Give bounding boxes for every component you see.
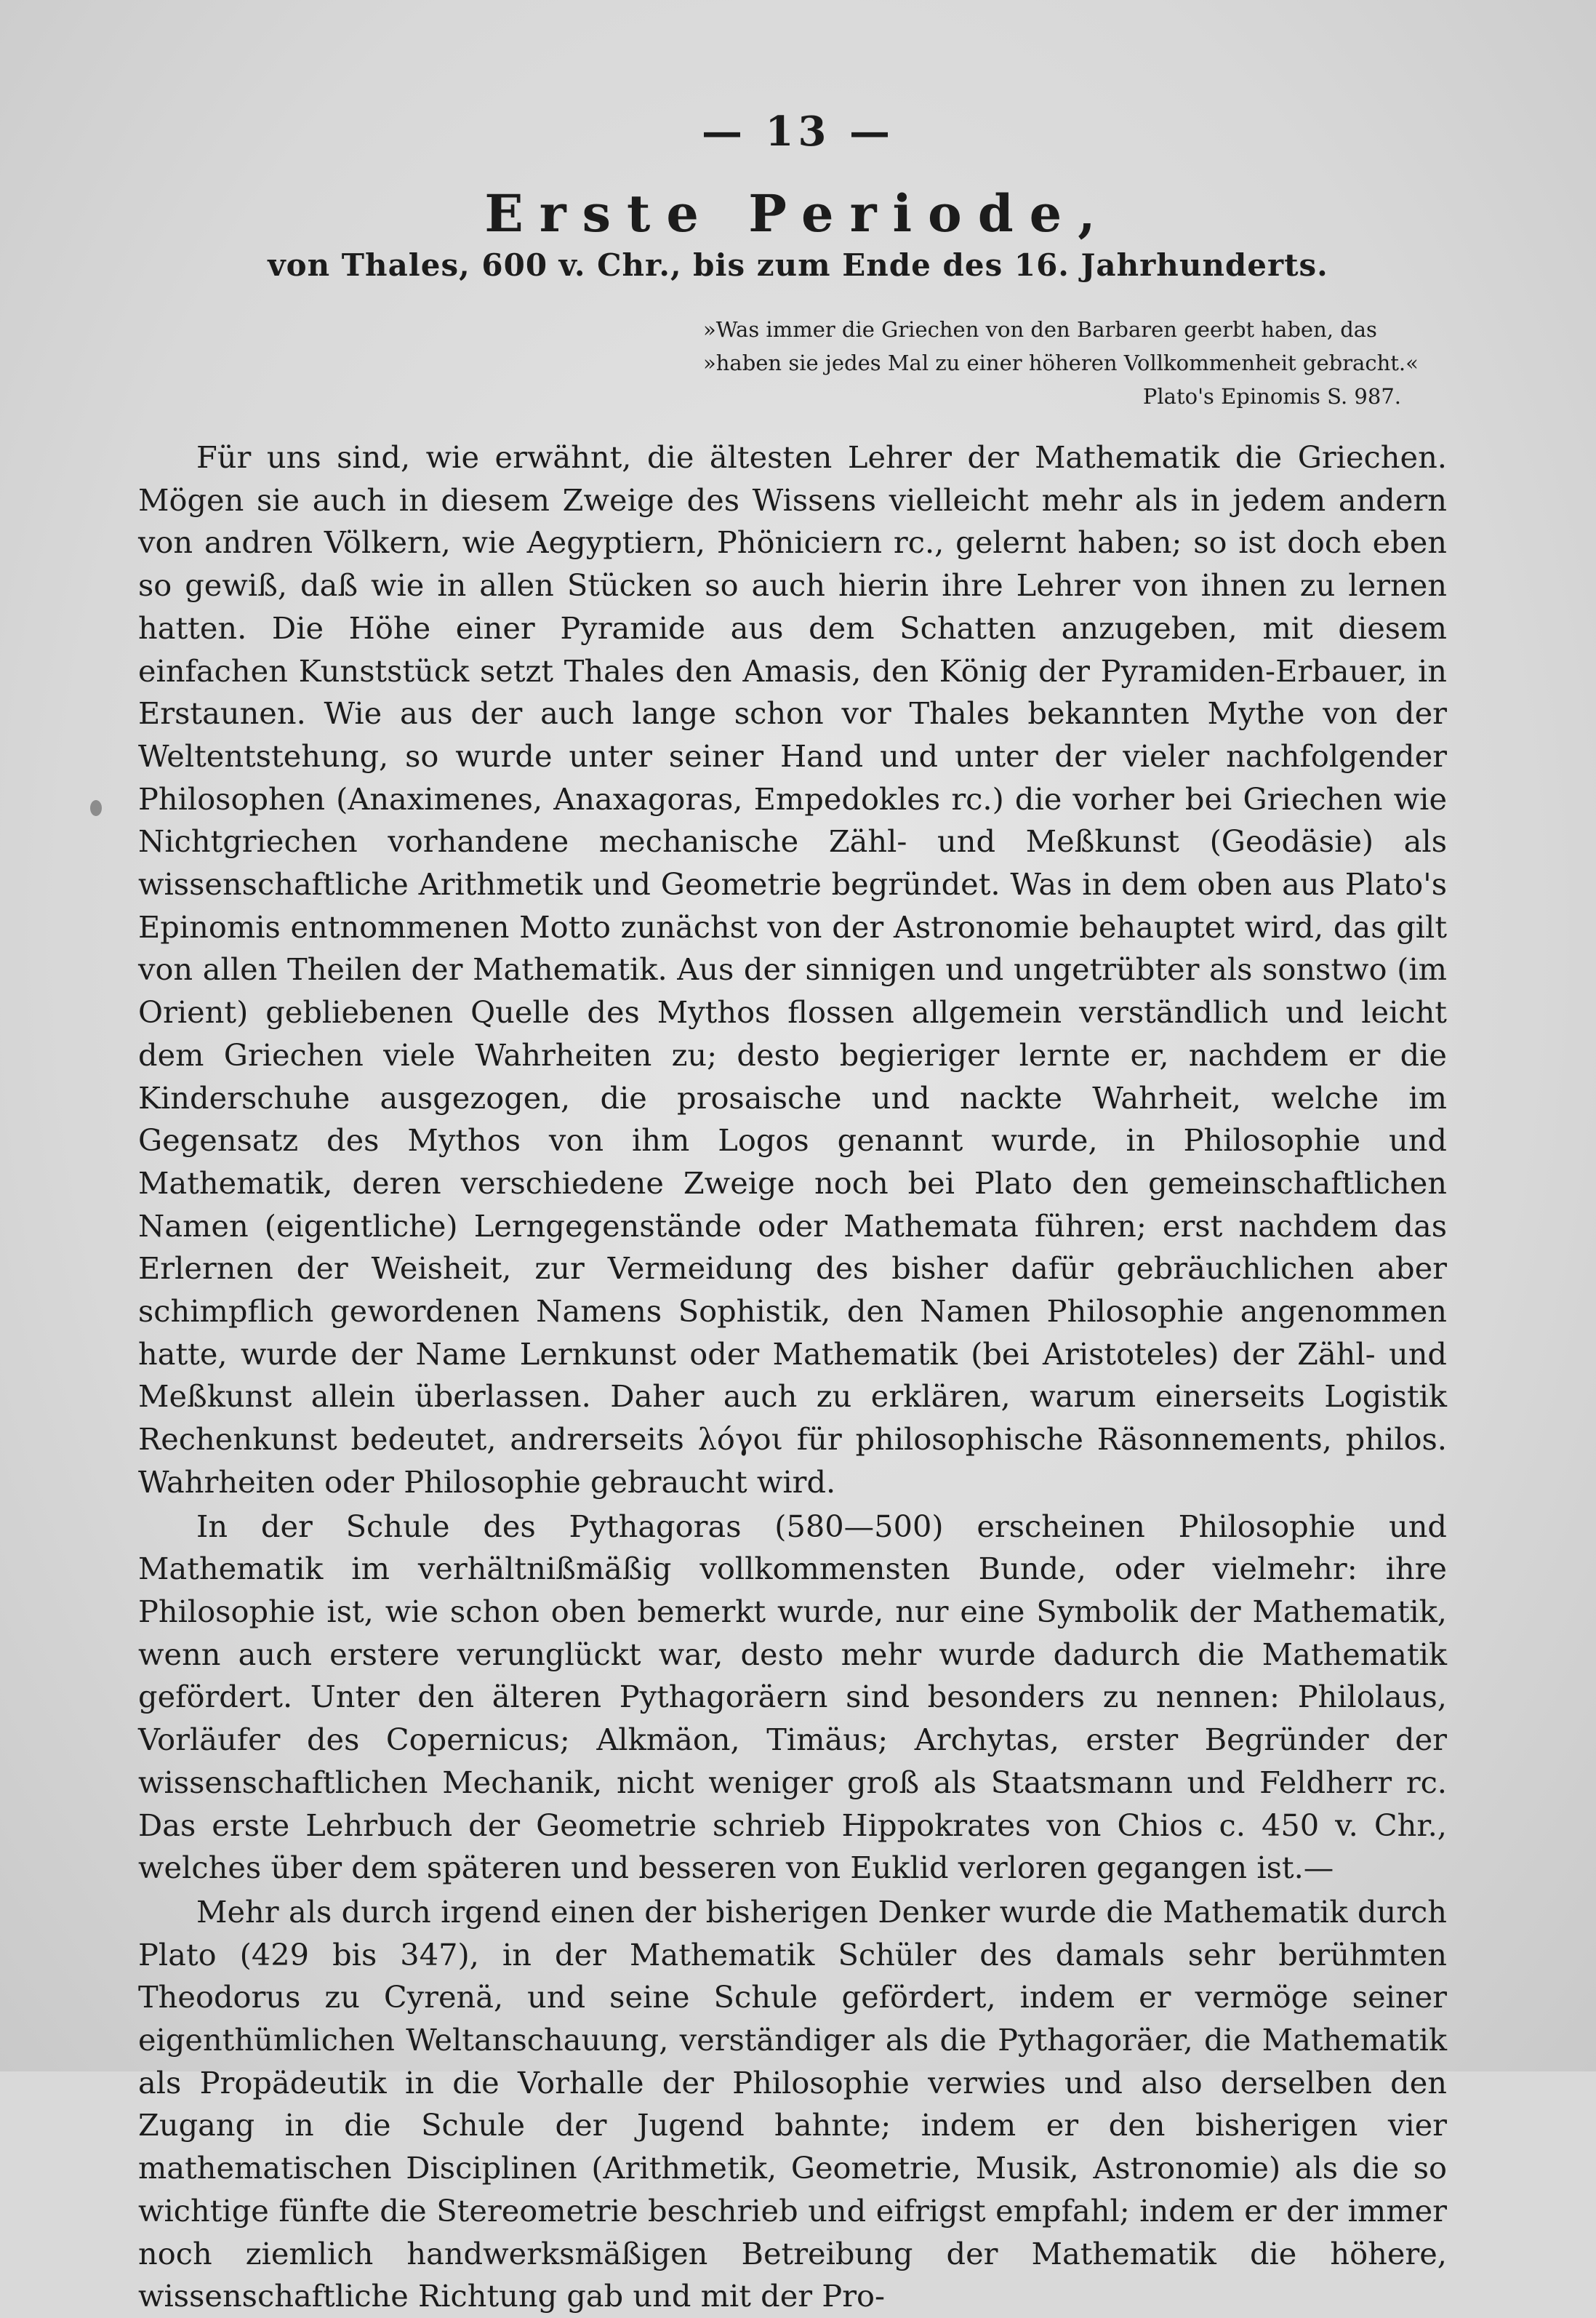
paragraph-1: Für uns sind, wie erwähnt, die ältesten Lehrer der Mathematik die Griechen. Mögen sie auch in diesem Zweige des Wissens vielleicht mehr als in jedem andern von andren Völkern, wie Aegyptiern, Phöniciern rc., gelernt haben; so ist doch eben so gewiß, daß wie in allen Stücken so auch hierin ihre Lehrer von ihnen zu lernen hatten. Die Höhe einer Pyramide aus dem Schatten anzugeben, mit diesem einfachen Kunststück setzt Thales den Amasis, den König der Pyramiden-Erbauer, in Erstaunen. Wie aus der auch lange schon vor Thales bekannten Mythe von der Weltentstehung, so wurde unter seiner Hand und unter der vieler nachfolgender Philosophen (Anaximenes, Anaxagoras, Empedokles rc.) die vorher bei Griechen wie Nichtgriechen vorhandene mechanische Zähl- und Meßkunst (Geodäsie) als wissenschaftliche Arithmetik und Geometrie begründet. Was in dem oben aus Plato's Epinomis entnommenen Motto zunächst von der Astronomie behauptet wird, das gilt von allen Theilen der Mathematik. Aus der sinnigen und ungetrübter als sonstwo (im Orient) gebliebenen Quelle des Mythos flossen allgemein verständlich und leicht dem Griechen viele Wahrheiten zu; desto begieriger lernte er, nachdem er die Kinderschuhe ausgezogen, die prosaische und nackte Wahrheit, welche im Gegensatz des Mythos von ihm Logos genannt wurde, in Philosophie und Mathematik, deren verschiedene Zweige noch bei Plato den gemeinschaftlichen Namen (eigentliche) Lerngegenstände oder Mathemata führen; erst nachdem das Erlernen der Weisheit, zur Vermeidung des bisher dafür gebräuchlichen aber schimpflich gewordenen Namens Sophistik, den Namen Philosophie angenommen hatte, wurde der Name Lernkunst oder Mathematik (bei Aristoteles) der Zähl- und Meßkunst allein überlassen. Daher auch zu erklären, warum einerseits Logistik Rechenkunst bedeutet, andrerseits λόγοι für philosophische Räsonnements, philos. Wahrheiten oder Philosophie gebraucht wird. [138, 439, 1447, 1500]
motto-block [703, 313, 1430, 413]
ink-spot [90, 800, 102, 816]
section-subheading: von Thales, 600 v. Chr., bis zum Ende des 16. Jahrhunderts. [268, 247, 1328, 283]
motto-line-1: »Was immer die Griechen von den Barbaren geerbt haben, das [703, 317, 1377, 342]
page-number: — 13 — [702, 108, 894, 156]
motto-line-2: »haben sie jedes Mal zu einer höheren Vollkommenheit gebracht.« [703, 351, 1419, 375]
section-heading: Erste Periode, [484, 183, 1112, 244]
motto-source: Plato's Epinomis S. 987. [1142, 384, 1401, 409]
paragraph-3: Mehr als durch irgend einen der bisherigen Denker wurde die Mathematik durch Plato (429 bis 347), in der Mathematik Schüler des damals sehr berühmten Theodorus zu Cyrenä, und seine Schule gefördert, indem er vermöge seiner eigenthümlichen Weltanschauung, verständiger als die Pythagoräer, die Mathematik als Propädeutik in die Vorhalle der Philosophie verwies und also derselben den Zugang in die Schule der Jugend bahnte; indem er den bisherigen vier mathematischen Disciplinen (Arithmetik, Geometrie, Musik, Astronomie) als die so wichtige fünfte die Stereometrie beschrieb und eifrigst empfahl; indem er der immer noch ziemlich handwerksmäßigen Betreibung der Mathematik die höhere, wissenschaftliche Richtung gab und mit der Pro- [138, 1893, 1447, 2314]
body-text [138, 436, 1447, 2318]
paragraph-2: In der Schule des Pythagoras (580—500) erscheinen Philosophie und Mathematik im verhältnißmäßig vollkommensten Bunde, oder vielmehr: ihre Philosophie ist, wie schon oben bemerkt wurde, nur eine Symbolik der Mathematik, wenn auch erstere verunglückt war, desto mehr wurde dadurch die Mathematik gefördert. Unter den älteren Pythagoräern sind besonders zu nennen: Philolaus, Vorläufer des Copernicus; Alkmäon, Timäus; Archytas, erster Begründer der wissenschaftlichen Mechanik, nicht weniger groß als Staatsmann und Feldherr rc. Das erste Lehrbuch der Geometrie schrieb Hippokrates von Chios c. 450 v. Chr., welches über dem späteren und besseren von Euklid verloren gegangen ist.— [138, 1508, 1447, 1886]
